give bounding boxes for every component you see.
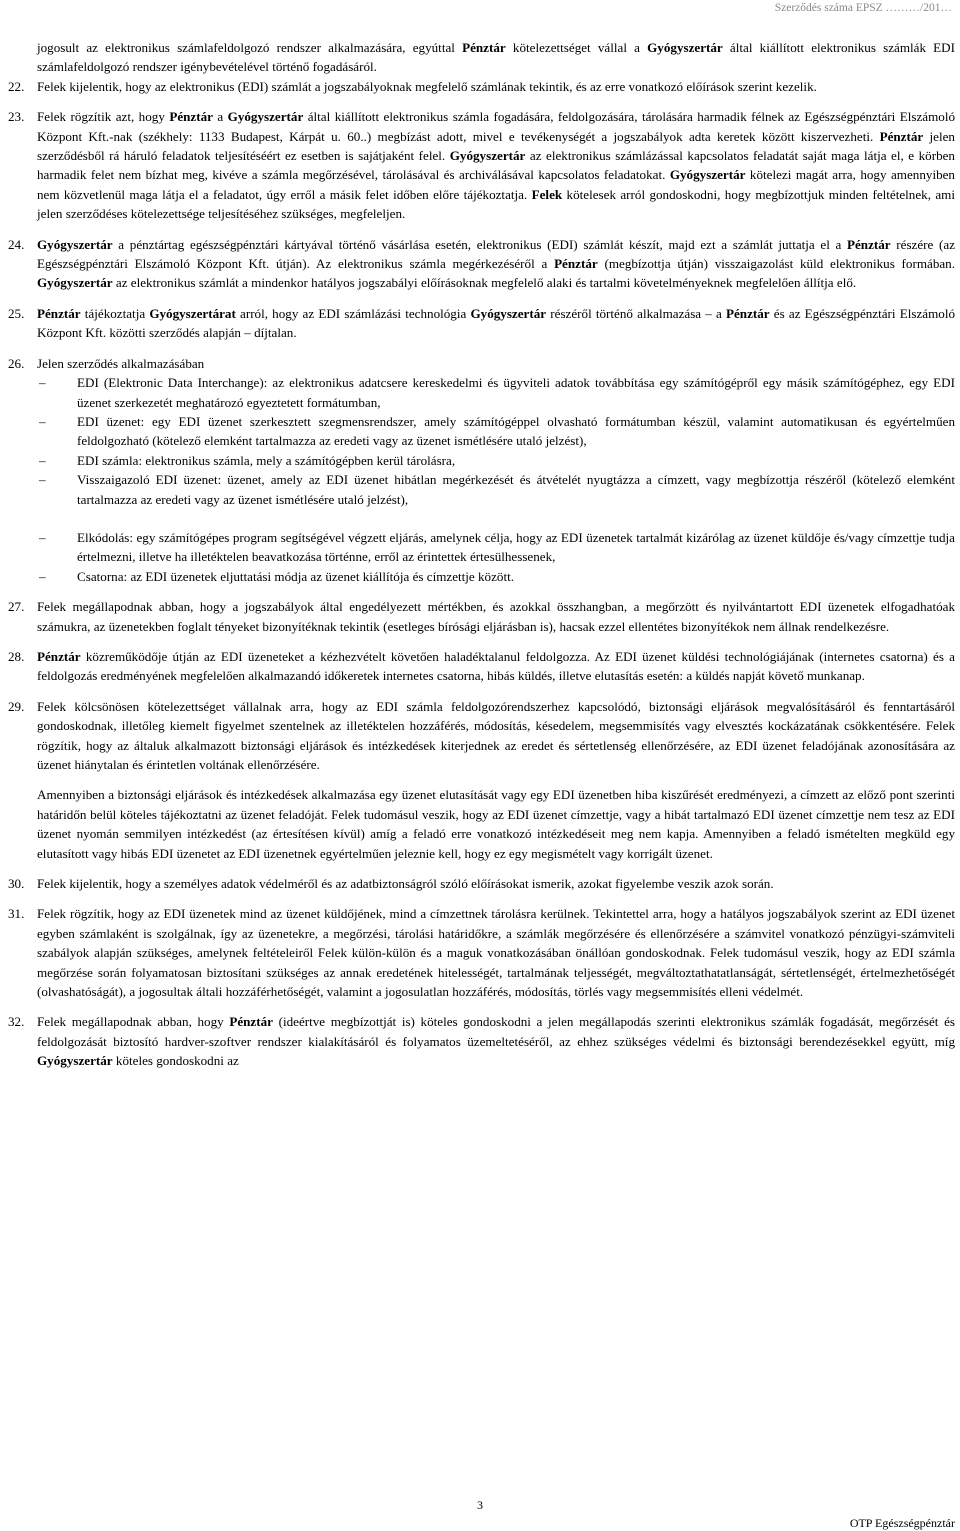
bold-term: Pénztár bbox=[169, 109, 213, 125]
bold-term: Pénztár bbox=[37, 648, 81, 664]
definition-text: Elkódolás: egy számítógépes program segítségével végzett eljárás, amelynek célja, hogy az EDI üzenetek tartalmát kizárólag az üzenet küldője és/vagy címzettje tudja értelmezni, illetve ha illetéktelen beavatkozása történne, erről az érintettek értesülhessenek, bbox=[77, 529, 955, 565]
text-run: részéről történő alkalmazása – a bbox=[546, 305, 726, 321]
dash-bullet-icon: – bbox=[39, 375, 46, 391]
paragraph-29-continued bbox=[37, 785, 955, 863]
text-run: Felek kölcsönösen kötelezettséget vállalnak arra, hogy az EDI számla feldolgozórendszerhez kapcsolódó, biztonsági eljárások megvalósításáról és fenntartásáról gondoskodnak, illetőleg kiemelt figyelmet szentelnek az illetéktelen hozzáférés, módosítás, késedelem, megsemmisítés vagy elvesztés kockázatának csökkentésére. Felek rögzítik, hogy az általuk alkalmazott biztonsági eljárások és intézkedések kiterjednek az eredet és sértetlenség ellenőrzésére, az EDI üzenet feladójának azonosítására az üzenet hiánytalan és érintetlen voltának ellenőrzésére. bbox=[37, 698, 955, 772]
bold-term: Gyógyszertár bbox=[37, 1053, 113, 1069]
definition-item bbox=[37, 470, 955, 509]
definition-list bbox=[37, 373, 955, 586]
definition-text: EDI (Elektronic Data Interchange): az elektronikus adatcsere kereskedelmi és ügyviteli adatok továbbítása egy számítógépről egy másik számítógéphez, egy EDI üzenet szerkezetét meghatározó egyeztetett formátumban, bbox=[77, 375, 955, 410]
paragraph-text bbox=[37, 354, 955, 373]
paragraph-text bbox=[37, 304, 955, 343]
definition-text: EDI üzenet: egy EDI üzenet szerkesztett szegmensrendszer, amely számítógéppel olvasható formátumban készül, valamint automatikusan és egyértelműen feldolgozható (kötelező elemként tartalmazza az eredeti vagy az üzenet ismétlésére utaló jelzést), bbox=[77, 413, 955, 449]
bold-term: Gyógyszertár bbox=[647, 40, 723, 55]
paragraph-text bbox=[37, 77, 955, 96]
dash-bullet-icon: – bbox=[39, 413, 46, 429]
bold-term: Gyógyszertár bbox=[37, 275, 113, 291]
text-run: (ideértve megbízottját is) köteles gondoskodni a jelen megállapodás szerinti elektronikus számlák fogadását, megőrzését és feldolgozását biztosító hardver-szoftver rendszer kialakításáról és folyamatos üzemeltetéséről, az ehhez szükséges védelmi és biztonsági berendezésekkel együtt, míg bbox=[37, 1014, 955, 1049]
dash-bullet-icon: – bbox=[39, 452, 46, 468]
bold-term: Pénztár bbox=[847, 236, 891, 252]
bold-term: Pénztár bbox=[462, 40, 506, 55]
paragraph-27 bbox=[8, 597, 955, 636]
text-run: Felek megállapodnak abban, hogy a jogszabályok által engedélyezett mértékben, és azokkal összhangban, a megőrzött és nyilvántartott EDI üzenetek elfogadhatóak számukra, az üzenetekben foglalt tényeket bizonyítéknak tekintik (esetleges bírósági eljárásban is), hacsak ezzel ellentétes bizonyítékok nem állnak rendelkezésre. bbox=[37, 599, 955, 634]
paragraph-text bbox=[37, 1012, 955, 1070]
bold-term: Pénztár bbox=[229, 1014, 273, 1030]
bold-term: Gyógyszertár bbox=[449, 148, 526, 164]
paragraph-25 bbox=[8, 304, 956, 343]
bold-term: Gyógyszertárat bbox=[149, 305, 236, 321]
text-run: Felek kijelentik, hogy a személyes adatok védelméről és az adatbiztonságról szóló előírásokat ismerik, azokat figyelembe veszik azok során. bbox=[37, 876, 774, 892]
paragraph-29 bbox=[8, 697, 955, 775]
paragraph-number: 26. bbox=[8, 355, 25, 371]
definition-text: Visszaigazoló EDI üzenet: üzenet, amely az EDI üzenet hibátlan megérkezését és átvételét nyugtázza a címzett, vagy megbízottja részéről (kötelező elemként tartalmazza az eredeti vagy az üzenet ismétlésére utaló jelzést), bbox=[77, 472, 955, 507]
paragraph-text bbox=[37, 904, 955, 1001]
bold-term: Gyógyszertár bbox=[669, 167, 746, 183]
definition-text: EDI számla: elektronikus számla, mely a számítógépben kerül tárolásra, bbox=[77, 452, 456, 468]
bold-term: Gyógyszertár bbox=[227, 109, 304, 125]
footer-company: OTP Egészségpénztár bbox=[849, 1516, 955, 1530]
paragraph-23 bbox=[8, 107, 956, 223]
text-run: részére (az Egészségpénztári Elszámoló Központ Kft. útján). Az elektronikus számla megérkezéséről a bbox=[37, 236, 956, 272]
paragraph-text bbox=[37, 38, 955, 77]
paragraph-number: 31. bbox=[8, 906, 25, 922]
text-run: által kiállított elektronikus számlák EDI számlafeldolgozó rendszer igénybevételével történő fogadásáról. bbox=[37, 40, 955, 75]
dash-bullet-icon: – bbox=[39, 472, 46, 488]
definition-item bbox=[37, 567, 955, 586]
bold-term: Felek bbox=[531, 186, 563, 202]
text-run: az elektronikus számlát a mindenkor hatályos jogszabályi előírásoknak megfelelő alaki és tartalmi követelményeknek megfelelően állítja elő. bbox=[112, 275, 857, 291]
definition-item bbox=[37, 528, 955, 567]
text-run: köteles gondoskodni az bbox=[112, 1053, 239, 1069]
text-run: (megbízottja útján) visszaigazolást küld elektronikus formában. bbox=[597, 256, 955, 272]
text-run: Jelen szerződés alkalmazásában bbox=[37, 355, 205, 371]
text-run: kötelezi magát arra, hogy amennyiben nem közvetlenül maga látja el a feladatot, úgy erről a másik felet időben előre tájékoztatja. bbox=[37, 167, 955, 202]
paragraph-number: 24. bbox=[8, 236, 25, 252]
bold-term: Pénztár bbox=[37, 305, 81, 321]
bold-term: Gyógyszertár bbox=[470, 305, 547, 321]
paragraph-text bbox=[37, 785, 955, 863]
definition-item bbox=[37, 412, 955, 451]
text-run: az elektronikus számlázással kapcsolatos feladatát saját maga látja el, e körben harmadik felet nem bízhat meg, kivéve a számla megőrzésével, tárolásával és archiválásával kapcsolatos feladatokat. bbox=[37, 148, 955, 183]
bold-term: Pénztár bbox=[554, 256, 598, 272]
text-run: jogosult az elektronikus számlafeldolgozó rendszer alkalmazására, egyúttal bbox=[37, 40, 463, 55]
paragraph-number: 27. bbox=[8, 599, 25, 615]
text-run: arról, hogy az EDI számlázási technológia bbox=[235, 305, 471, 321]
paragraph-text bbox=[37, 874, 955, 893]
paragraph-32 bbox=[8, 1012, 955, 1070]
paragraph-28 bbox=[8, 647, 955, 686]
paragraph-text bbox=[37, 647, 955, 686]
text-run: Felek kijelentik, hogy az elektronikus (EDI) számlát a jogszabályoknak megfelelő számlának tekintik, és az erre vonatkozó előírások szerint kezelik. bbox=[37, 78, 817, 94]
text-run: a pénztártag egészségpénztári kártyával történő vásárlása esetén, elektronikus (EDI) számlát készít, majd ezt a számlát juttatja el a bbox=[112, 236, 847, 252]
paragraph-number: 32. bbox=[8, 1014, 25, 1030]
paragraph-22 bbox=[8, 77, 955, 96]
paragraph-text bbox=[37, 107, 955, 223]
paragraph-number: 22. bbox=[8, 78, 25, 94]
paragraph-31 bbox=[8, 904, 955, 1001]
definition-text: Csatorna: az EDI üzenetek eljuttatási módja az üzenet kiállítója és címzettje között. bbox=[77, 568, 515, 584]
text-run: Amennyiben a biztonsági eljárások és intézkedések alkalmazása egy üzenet elutasítását vagy egy EDI üzenetben hiba kiszűrését eredményezi, a címzett az előző pont szerinti határidőn belül köteles tájékoztatni az üzenet feladóját. Felek tudomásul veszik, hogy az EDI üzenet címzettje, vagy a hibát tartalmazó EDI üzenet címzettje nem tesz az EDI üzenet nyomán semmilyen intézkedést (az értesítésen kívül) amíg a feladó erre vonatkozó intézkedéseit meg nem kapja. Amennyiben a feladó ismételten megküld egy elutasított vagy hibás EDI üzenetet az EDI üzenetnek egyértelműen jeleznie kell, hogy ez egy megismételt vagy korrigált üzenet. bbox=[37, 787, 955, 861]
text-run: a bbox=[212, 109, 228, 125]
text-run: tájékoztatja bbox=[80, 305, 150, 321]
text-run: által kiállított elektronikus számla fogadására, feldolgozására, tárolására harmadik félnek az Egészségpénztári Elszámoló Központ Kft.-nak (székhely: 1133 Budapest, Kárpát u. 60..) megbízást adott, mivel e tevékenységét a jogszabályok adta keretek között kiszervezheti. bbox=[37, 109, 956, 144]
paragraph-30 bbox=[8, 874, 955, 893]
paragraph-number: 30. bbox=[8, 876, 25, 892]
paragraph-number: 25. bbox=[8, 305, 25, 321]
text-run: Felek megállapodnak abban, hogy bbox=[37, 1014, 230, 1030]
text-run: kötelezettséget vállal a bbox=[505, 40, 648, 55]
bold-term: Pénztár bbox=[879, 128, 924, 144]
paragraph-26 bbox=[8, 354, 955, 586]
dash-bullet-icon: – bbox=[39, 529, 46, 545]
text-run: kötelesek arról gondoskodni, hogy megbízottjuk minden feltételnek, ami jelen szerződéses kötelezettsége teljesítéséhez szükséges, megfeleljen. bbox=[37, 186, 955, 222]
paragraph-number: 29. bbox=[8, 698, 25, 714]
dash-bullet-icon: – bbox=[39, 568, 46, 584]
contract-number-header: Szerződés száma EPSZ ………/201… bbox=[774, 2, 952, 14]
paragraph-text bbox=[37, 597, 955, 636]
paragraph-text bbox=[37, 697, 955, 775]
text-run: jelen szerződésből rá háruló feladatok teljesítéséért ez esetben is sajátjaként felel. bbox=[37, 128, 955, 164]
paragraph-number: 28. bbox=[8, 648, 25, 664]
bold-term: Pénztár bbox=[726, 305, 770, 321]
page-number: 3 bbox=[477, 1498, 483, 1512]
text-run: Felek rögzítik, hogy az EDI üzenetek mind az üzenet küldőjének, mind a címzettnek tárolásra kerülnek. Tekintettel arra, hogy a hatályos jogszabályok szerint az EDI üzenet egyben számlaként is szolgálnak, így az üzenetekre, a megőrzési, tárolási határidőkre, a számlák megőrzésére és ellenőrzésére a számvitel vonatkozó pénzügyi-számviteli szabályok alapján szükséges, amelynek feltételeiről Felek külön-külön és a maguk vonatkozásában önállóan gondoskodnak. Felek tudomásul veszik, hogy az EDI számla megőrzése során folyamatosan biztosítani szükséges az annak eredetének hitelességét, tartalmának teljességét, megváltoztathatatlanságát, sértetlenségét, értelmezhetőségét (olvashatóságát), a jogosultak általi hozzáférhetőségét, valamint a jogosulatlan hozzáférés, módosítás, törlés vagy megsemmisítés elleni védelmét. bbox=[37, 906, 955, 1000]
text-run: Felek rögzítik azt, hogy bbox=[37, 109, 170, 125]
paragraph-text bbox=[37, 235, 955, 293]
paragraph-number: 23. bbox=[8, 109, 25, 125]
paragraph-24 bbox=[8, 235, 956, 293]
text-run: és az Egészségpénztári Elszámoló Központ Kft. közötti szerződés alapján – díjtalan. bbox=[37, 305, 956, 341]
text-run: közreműködője útján az EDI üzeneteket a kézhezvételt követően haladéktalanul feldolgozza. Az EDI üzenet küldési technológiájának (internetes csatorna) és a feldolgozás eredményének megfelelően alkalmazandó időkeretek internetes csatorna, hibás küldés, illetve elutasítás esetén: a küldés napját követő munkanap. bbox=[37, 648, 955, 684]
definition-item bbox=[37, 373, 955, 412]
paragraph-21-continued bbox=[37, 38, 955, 77]
document-body bbox=[8, 38, 956, 1071]
definition-item bbox=[37, 451, 955, 470]
bold-term: Gyógyszertár bbox=[37, 236, 113, 252]
